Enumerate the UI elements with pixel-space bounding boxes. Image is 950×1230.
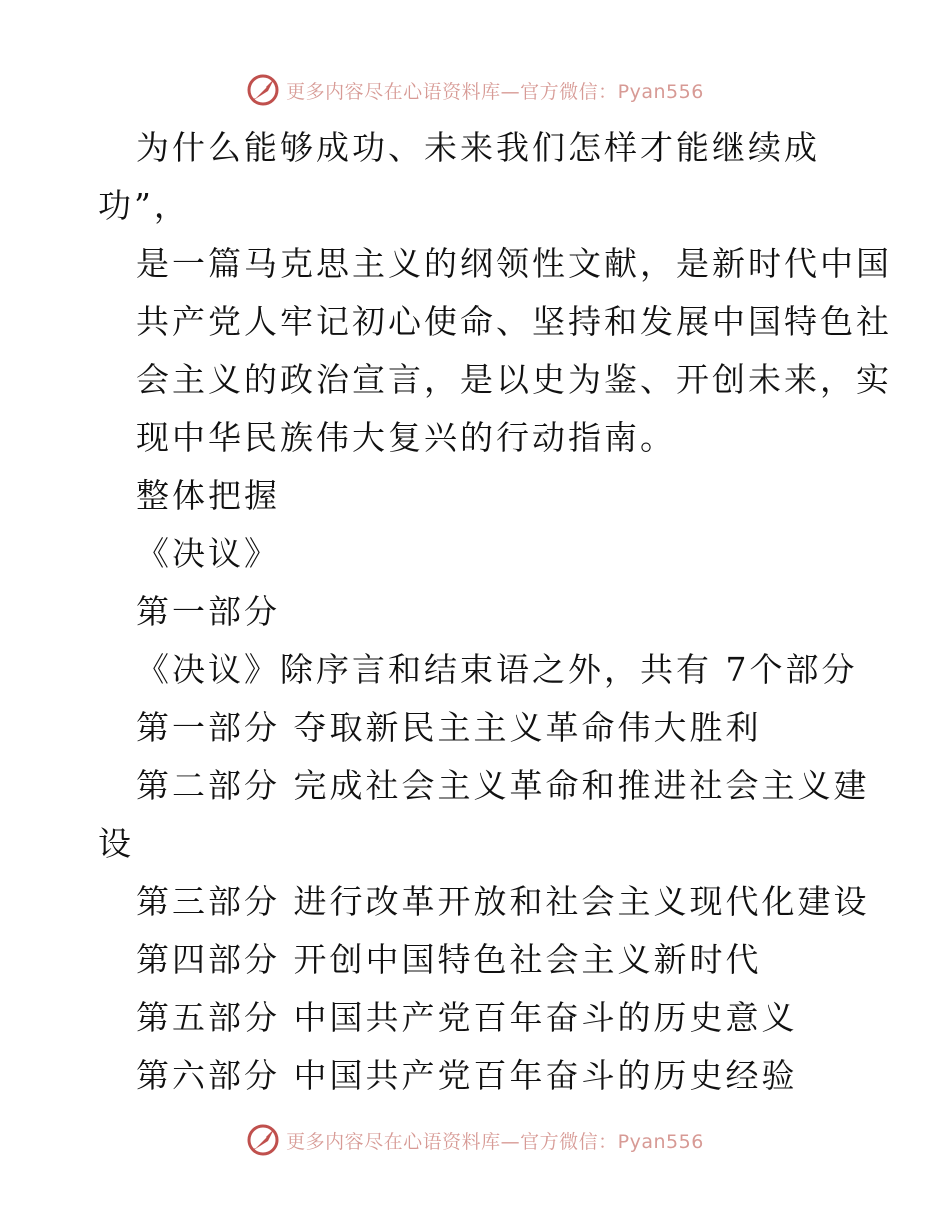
quill-logo-icon <box>246 73 280 107</box>
section-heading: 整体把握 <box>136 476 280 515</box>
part-item: 第三部分 进行改革开放和社会主义现代化建设 <box>136 882 870 921</box>
part-item: 第四部分 开创中国特色社会主义新时代 <box>136 940 762 979</box>
watermark-footer <box>0 1120 950 1160</box>
watermark-header <box>0 70 950 110</box>
text-line: 现中华民族伟大复兴的行动指南。 <box>136 418 676 457</box>
text-line: 是一篇马克思主义的纲领性文献，是新时代中国 <box>136 244 892 283</box>
text-line: 第一部分 <box>136 592 280 631</box>
watermark-text: 更多内容尽在心语资料库—官方微信：Pyan556 <box>286 1130 704 1153</box>
part-item: 第二部分 完成社会主义革命和推进社会主义建 <box>136 766 870 805</box>
watermark-text: 更多内容尽在心语资料库—官方微信：Pyan556 <box>286 80 704 103</box>
text-line: 《决议》除序言和结束语之外，共有 7个部分 <box>136 650 858 689</box>
text-line: 会主义的政治宣言，是以史为鉴、开创未来，实 <box>136 360 892 399</box>
text-line: 为什么能够成功、未来我们怎样才能继续成 <box>136 128 820 167</box>
text-line: 设 <box>98 824 134 863</box>
quill-logo-icon <box>246 1123 280 1157</box>
text-line: 共产党人牢记初心使命、坚持和发展中国特色社 <box>136 302 892 341</box>
part-item: 第六部分 中国共产党百年奋斗的历史经验 <box>136 1056 798 1095</box>
part-item: 第五部分 中国共产党百年奋斗的历史意义 <box>136 998 798 1037</box>
text-line: 《决议》 <box>136 534 280 573</box>
text-line: 功”， <box>98 186 190 225</box>
part-item: 第一部分 夺取新民主主义革命伟大胜利 <box>136 708 762 747</box>
